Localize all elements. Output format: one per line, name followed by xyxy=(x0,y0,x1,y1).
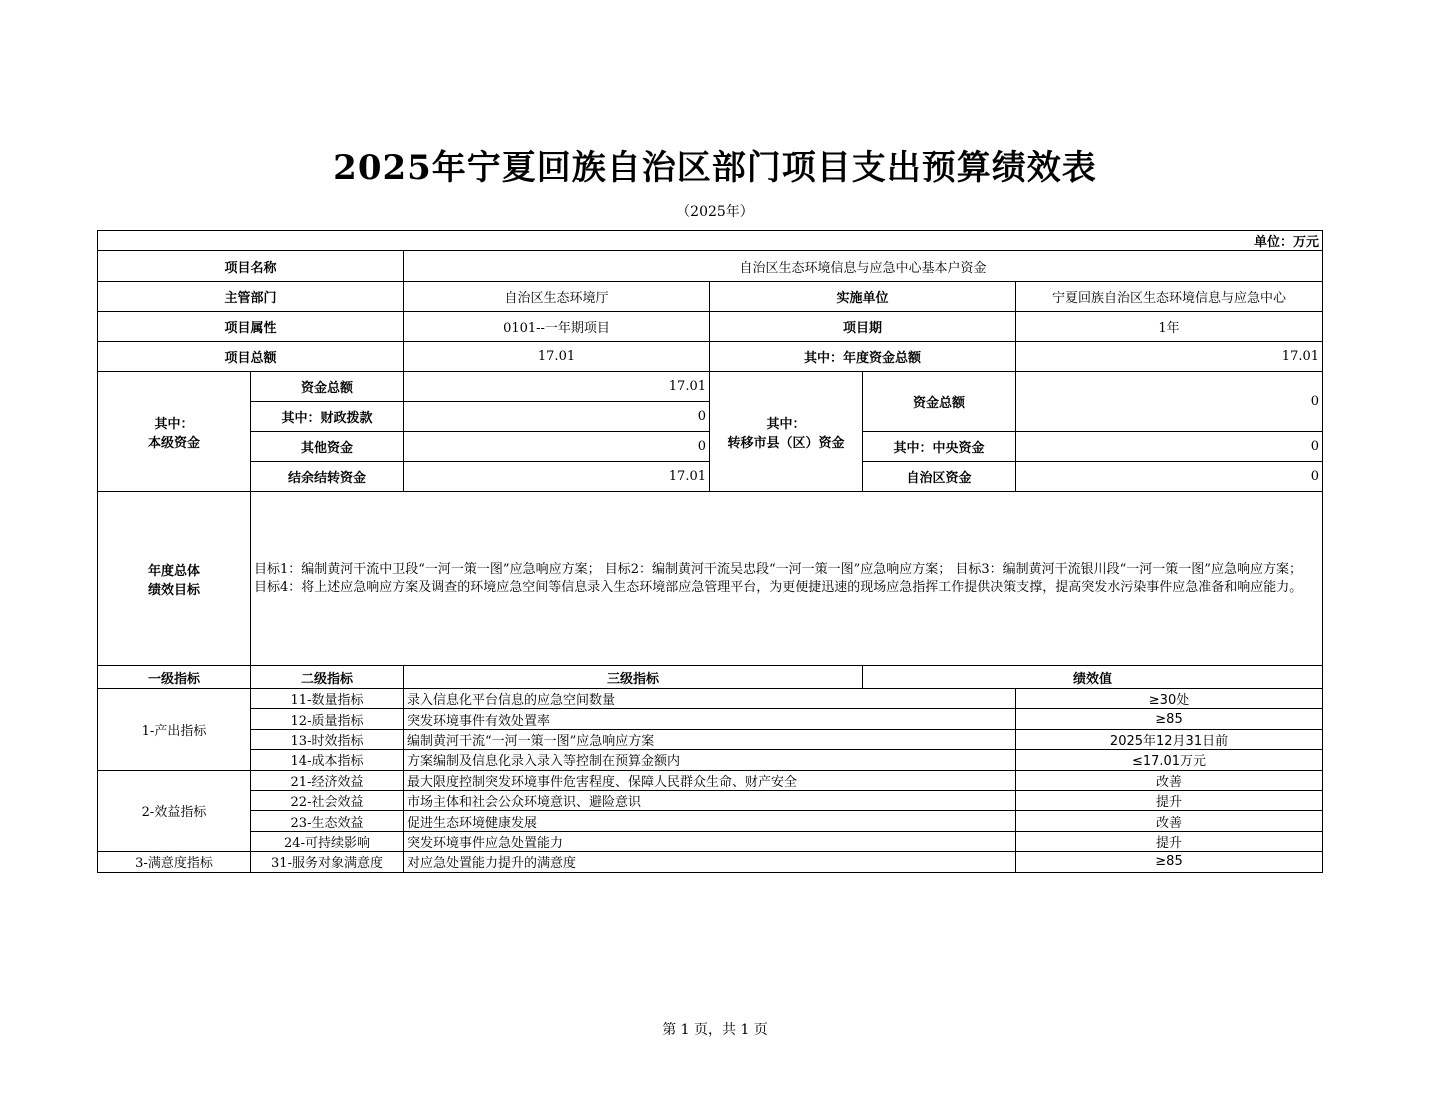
indicator-l2: 22-社会效益 xyxy=(251,790,404,810)
local-funds-label-line2: 本级资金 xyxy=(147,435,200,451)
attr-value: 0101--一年期项目 xyxy=(404,312,710,342)
indicator-group-satisfaction: 3-满意度指标 xyxy=(98,852,251,872)
indicator-value: 改善 xyxy=(1016,770,1323,790)
indicator-value: 提升 xyxy=(1016,831,1323,851)
annual-label: 其中：年度资金总额 xyxy=(710,342,1016,372)
table-row xyxy=(98,709,1323,729)
indicator-l3: 突发环境事件有效处置率 xyxy=(404,709,1016,729)
indicator-l2: 21-经济效益 xyxy=(251,770,404,790)
indicator-l3: 市场主体和社会公众环境意识、避险意识 xyxy=(404,790,1016,810)
indicator-value: 提升 xyxy=(1016,790,1323,810)
transfer-funds-label xyxy=(710,372,863,492)
indicator-l2: 12-质量指标 xyxy=(251,709,404,729)
region-funds-label: 自治区资金 xyxy=(863,462,1016,492)
unit-label: 单位：万元 xyxy=(98,231,1323,251)
carry-funds-label: 结余结转资金 xyxy=(251,462,404,492)
table-row xyxy=(98,770,1323,790)
transfer-funds-label-line2: 转移市县（区）资金 xyxy=(727,435,845,451)
attr-label: 项目属性 xyxy=(98,312,404,342)
central-funds-label: 其中：中央资金 xyxy=(863,432,1016,462)
page-footer: 第 1 页，共 1 页 xyxy=(662,1022,768,1038)
indicator-l2: 23-生态效益 xyxy=(251,811,404,831)
indicator-header-l2: 二级指标 xyxy=(251,666,404,689)
annual-goal-label-line2: 绩效目标 xyxy=(147,582,200,598)
project-name-value: 自治区生态环境信息与应急中心基本户资金 xyxy=(404,251,1323,282)
local-funds-label-line1: 其中： xyxy=(154,416,194,432)
transfer-total-label: 资金总额 xyxy=(863,372,1016,432)
table-row xyxy=(98,790,1323,810)
indicator-group-benefit: 2-效益指标 xyxy=(98,770,251,852)
annual-goal-label-line1: 年度总体 xyxy=(147,563,200,579)
fiscal-label: 其中：财政拨款 xyxy=(251,402,404,432)
indicator-l3: 最大限度控制突发环境事件危害程度、保障人民群众生命、财产安全 xyxy=(404,770,1016,790)
indicator-value: ≤17.01万元 xyxy=(1016,750,1323,770)
transfer-funds-label-line1: 其中： xyxy=(766,416,806,432)
indicator-header-l1: 一级指标 xyxy=(98,666,251,689)
indicator-l2: 31-服务对象满意度 xyxy=(251,852,404,872)
indicator-l3: 对应急处置能力提升的满意度 xyxy=(404,852,1016,872)
indicator-header-value: 绩效值 xyxy=(863,666,1323,689)
indicator-l2: 11-数量指标 xyxy=(251,689,404,709)
impl-value: 宁夏回族自治区生态环境信息与应急中心 xyxy=(1016,282,1323,312)
dept-value: 自治区生态环境厅 xyxy=(404,282,710,312)
indicator-l3: 促进生态环境健康发展 xyxy=(404,811,1016,831)
indicator-l2: 14-成本指标 xyxy=(251,750,404,770)
indicator-l3: 方案编制及信息化录入录入等控制在预算金额内 xyxy=(404,750,1016,770)
annual-value: 17.01 xyxy=(1016,342,1323,372)
local-total-value: 17.01 xyxy=(404,372,710,402)
indicator-l3: 录入信息化平台信息的应急空间数量 xyxy=(404,689,1016,709)
annual-goal-label xyxy=(98,492,251,666)
project-name-label: 项目名称 xyxy=(98,251,404,282)
indicator-value: ≥85 xyxy=(1016,852,1323,872)
fiscal-value: 0 xyxy=(404,402,710,432)
indicator-l3: 编制黄河干流“一河一策一图”应急响应方案 xyxy=(404,729,1016,749)
indicator-value: 2025年12月31日前 xyxy=(1016,729,1323,749)
table-row xyxy=(98,729,1323,749)
impl-label: 实施单位 xyxy=(710,282,1016,312)
indicator-l2: 13-时效指标 xyxy=(251,729,404,749)
table-row xyxy=(98,811,1323,831)
other-funds-value: 0 xyxy=(404,432,710,462)
total-label: 项目总额 xyxy=(98,342,404,372)
annual-goal-text: 目标1：编制黄河干流中卫段“一河一策一图”应急响应方案； 目标2：编制黄河干流吴忠段“一河一策一图”应急响应方案； 目标3：编制黄河干流银川段“一河一策一图”应急响应方案； 目标4：将上述应急响应方案及调查的环境应急空间等信息录入生态环境部应急管理平台，为更便捷迅速的现场应急指挥工作提供决策支撑，提高突发水污染事件应急准备和响应能力。 xyxy=(251,492,1323,666)
total-value: 17.01 xyxy=(404,342,710,372)
indicator-header-l3: 三级指标 xyxy=(404,666,863,689)
performance-table xyxy=(97,230,1323,873)
indicator-l2: 24-可持续影响 xyxy=(251,831,404,851)
indicator-value: ≥85 xyxy=(1016,709,1323,729)
central-funds-value: 0 xyxy=(1016,432,1323,462)
table-row xyxy=(98,689,1323,709)
period-value: 1年 xyxy=(1016,312,1323,342)
other-funds-label: 其他资金 xyxy=(251,432,404,462)
dept-label: 主管部门 xyxy=(98,282,404,312)
table-row xyxy=(98,831,1323,851)
region-funds-value: 0 xyxy=(1016,462,1323,492)
carry-funds-value: 17.01 xyxy=(404,462,710,492)
indicator-group-output: 1-产出指标 xyxy=(98,689,251,771)
table-row xyxy=(98,750,1323,770)
local-total-label: 资金总额 xyxy=(251,372,404,402)
indicator-value: 改善 xyxy=(1016,811,1323,831)
page-title: 2025年宁夏回族自治区部门项目支出预算绩效表 xyxy=(333,148,1097,188)
budget-year: （2025年） xyxy=(676,204,754,220)
indicator-l3: 突发环境事件应急处置能力 xyxy=(404,831,1016,851)
period-label: 项目期 xyxy=(710,312,1016,342)
indicator-value: ≥30处 xyxy=(1016,689,1323,709)
local-funds-label xyxy=(98,372,251,492)
transfer-total-value: 0 xyxy=(1016,372,1323,432)
table-row xyxy=(98,852,1323,872)
